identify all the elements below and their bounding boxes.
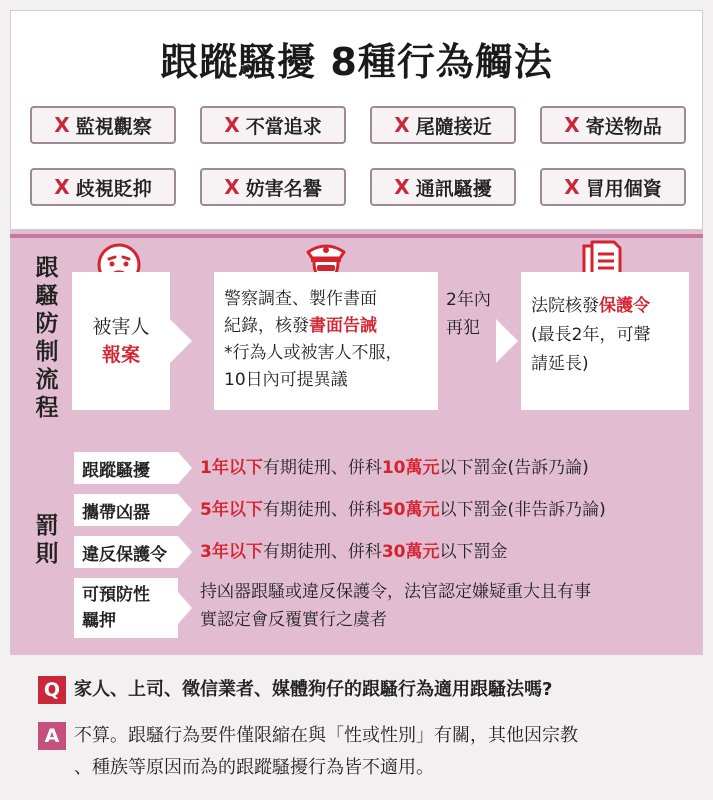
- penalty-name: 違反保護令: [74, 536, 178, 568]
- page-title: 跟蹤騷擾 8種行為觸法: [160, 40, 553, 84]
- behavior-chip: X 通訊騷擾: [370, 168, 516, 206]
- penalty-text: 3年以下有期徒刑、併科30萬元以下罰金: [200, 542, 508, 562]
- question-text: 家人、上司、徵信業者、媒體狗仔的跟騷行為適用跟騷法嗎?: [74, 679, 553, 700]
- reoffend-label: 2年內 再犯: [446, 290, 491, 338]
- behavior-chip: X 冒用個資: [540, 168, 686, 206]
- penalty-text: 1年以下有期徒刑、併科10萬元以下罰金(告訴乃論): [200, 458, 589, 478]
- police-investigation-box: 警察調查、製作書面 紀錄，核發書面告誡 *行為人或被害人不服， 10日內可提異議: [214, 272, 438, 410]
- arrow-right-icon: [178, 592, 192, 624]
- answer-badge: A: [38, 722, 66, 750]
- x-icon: X: [564, 175, 580, 199]
- x-icon: X: [394, 113, 410, 137]
- behavior-chip: X 不當追求: [200, 106, 346, 144]
- x-icon: X: [224, 175, 240, 199]
- detention-label: 可預防性 羈押: [74, 578, 178, 638]
- penalty-name: 攜帶凶器: [74, 494, 178, 526]
- detention-text: 持凶器跟騷或違反保護令，法官認定嫌疑重大且有事 實認定會反覆實行之虞者: [200, 582, 591, 630]
- arrow-right-icon: [178, 536, 192, 568]
- penalty-name: 跟蹤騷擾: [74, 452, 178, 484]
- arrow-right-icon: [178, 452, 192, 484]
- penalty-text: 5年以下有期徒刑、併科50萬元以下罰金(非告訴乃論): [200, 500, 606, 520]
- x-icon: X: [394, 175, 410, 199]
- x-icon: X: [54, 113, 70, 137]
- arrow-right-icon: [170, 319, 192, 363]
- behavior-chip: X 尾隨接近: [370, 106, 516, 144]
- behavior-chip: X 寄送物品: [540, 106, 686, 144]
- x-icon: X: [564, 113, 580, 137]
- behavior-chip: X 監視觀察: [30, 106, 176, 144]
- behavior-chip: X 妨害名譽: [200, 168, 346, 206]
- penalties-label: 罰則: [35, 513, 59, 567]
- answer-text: 不算。跟騷行為要件僅限縮在與「性或性別」有關，其他因宗教 、種族等原因而為的跟蹤騷擾行為皆不適用。: [74, 725, 578, 778]
- arrow-right-icon: [178, 494, 192, 526]
- question-badge: Q: [38, 676, 66, 704]
- x-icon: X: [54, 175, 70, 199]
- arrow-right-icon: [496, 319, 518, 363]
- behavior-chip: X 歧視貶抑: [30, 168, 176, 206]
- victim-report-box: 被害人 報案: [72, 272, 170, 410]
- flow-label: 跟騷防制流程: [35, 255, 59, 421]
- x-icon: X: [224, 113, 240, 137]
- court-order-box: 法院核發保護令 (最長2年，可聲 請延長): [521, 272, 689, 410]
